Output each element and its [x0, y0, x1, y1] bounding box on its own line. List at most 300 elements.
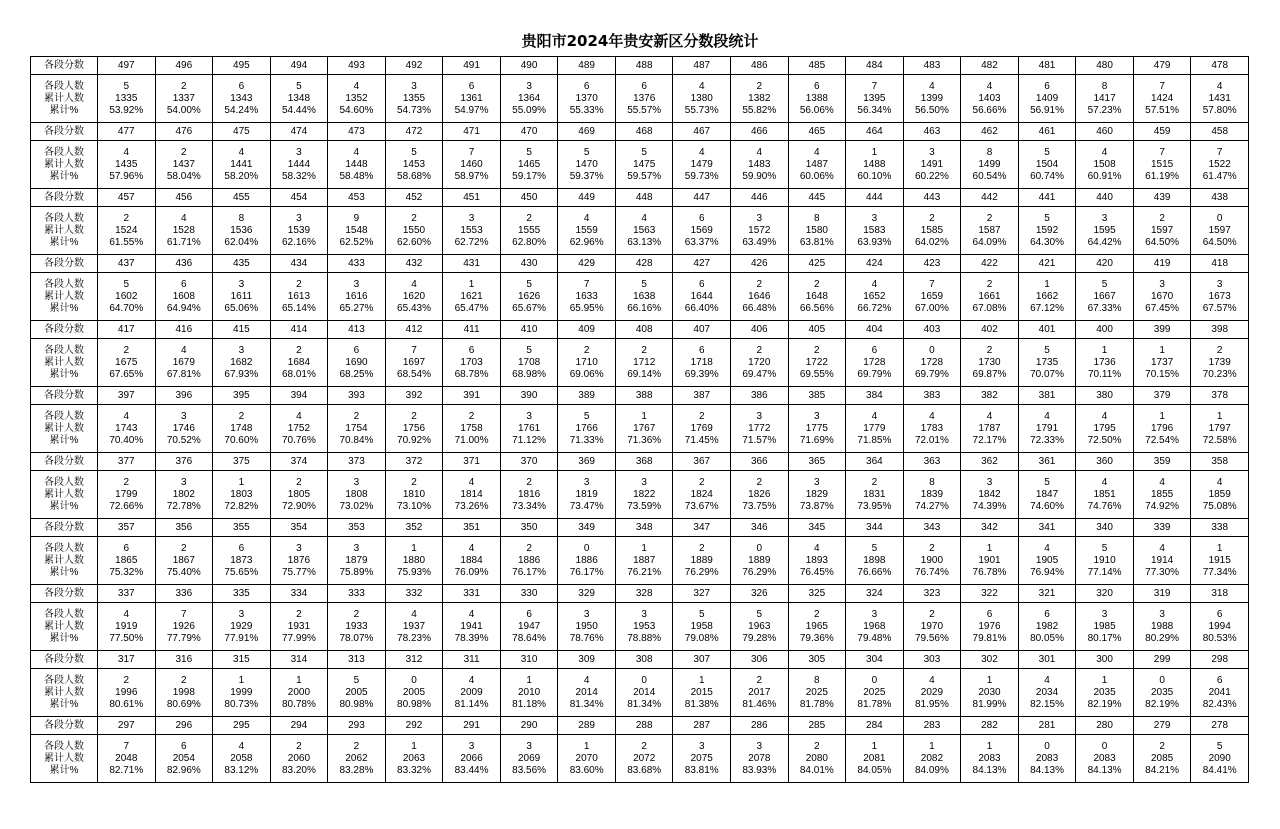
- percent-value: 76.17%: [569, 566, 604, 578]
- percent-value: 76.66%: [857, 566, 892, 578]
- percent-value: 71.69%: [799, 434, 834, 446]
- percent-value: 63.49%: [742, 236, 777, 248]
- cumulative-value: 1548: [345, 224, 368, 236]
- score-cell: 292: [385, 717, 443, 735]
- cumulative-value: 2030: [978, 686, 1001, 698]
- count-value: 7: [411, 344, 417, 356]
- percent-value: 65.27%: [339, 302, 374, 314]
- stats-cell: [443, 75, 501, 123]
- stats-cell: [270, 405, 328, 453]
- cumulative-value: 1608: [172, 290, 195, 302]
- stats-cell: [98, 405, 156, 453]
- stats-cell: [443, 735, 501, 783]
- count-value: 1: [296, 674, 302, 686]
- percent-value: 57.51%: [1145, 104, 1180, 116]
- score-cell: 414: [270, 321, 328, 339]
- score-cell: 457: [98, 189, 156, 207]
- score-label: 各段分数: [31, 453, 98, 471]
- score-cell: 406: [731, 321, 789, 339]
- stats-cell: [1133, 537, 1191, 585]
- stats-cell: [270, 339, 328, 387]
- cumulative-value: 1417: [1093, 92, 1116, 104]
- cumulative-value: 1855: [1150, 488, 1174, 500]
- percent-value: 83.60%: [569, 764, 604, 776]
- count-value: 1: [1101, 344, 1108, 356]
- score-cell: 481: [1018, 57, 1076, 75]
- count-value: 0: [929, 344, 935, 356]
- cumulative-value: 1867: [172, 554, 195, 566]
- count-value: 0: [756, 542, 763, 554]
- stats-cell: [1076, 537, 1134, 585]
- percent-value: 73.02%: [339, 500, 374, 512]
- stats-cell: [903, 735, 961, 783]
- stats-cell: [731, 207, 789, 255]
- stats-cell: [788, 75, 846, 123]
- cumulative-value: 2080: [805, 752, 828, 764]
- cumulative-value: 1880: [402, 554, 426, 566]
- score-cell: 309: [558, 651, 616, 669]
- count-value: 5: [411, 146, 417, 158]
- count-value: 4: [181, 344, 187, 356]
- stats-label-cumulative: 累计人数: [44, 620, 84, 632]
- score-cell: 453: [328, 189, 386, 207]
- stats-cell: [500, 141, 558, 189]
- cumulative-value: 1772: [748, 422, 771, 434]
- percent-value: 68.25%: [339, 368, 374, 380]
- cumulative-value: 1968: [863, 620, 886, 632]
- stats-row: [31, 537, 1249, 585]
- stats-label-count: 各段人数: [44, 608, 84, 620]
- count-value: 6: [238, 542, 245, 554]
- stats-cell: [673, 273, 731, 321]
- count-value: 3: [353, 476, 360, 488]
- score-cell: 313: [328, 651, 386, 669]
- score-cell: 343: [903, 519, 961, 537]
- percent-value: 67.33%: [1087, 302, 1122, 314]
- count-value: 5: [123, 278, 130, 290]
- count-value: 1: [526, 674, 532, 686]
- stats-label-percent: 累计%: [49, 764, 79, 776]
- cumulative-value: 1754: [345, 422, 368, 434]
- stats-cell: [385, 735, 443, 783]
- count-value: 2: [929, 542, 935, 554]
- percent-value: 66.48%: [742, 302, 777, 314]
- score-cell: 305: [788, 651, 846, 669]
- cumulative-value: 1646: [748, 290, 771, 302]
- cumulative-value: 1766: [575, 422, 598, 434]
- count-value: 4: [1101, 476, 1108, 488]
- score-cell: 455: [213, 189, 271, 207]
- score-row: [31, 255, 1249, 273]
- cumulative-value: 1616: [345, 290, 368, 302]
- cumulative-value: 1553: [460, 224, 483, 236]
- score-cell: 295: [213, 717, 271, 735]
- percent-value: 78.07%: [339, 632, 374, 644]
- score-cell: 281: [1018, 717, 1076, 735]
- percent-value: 84.13%: [1030, 764, 1064, 776]
- stats-cell: [500, 339, 558, 387]
- cumulative-value: 1728: [863, 356, 886, 368]
- score-cell: 284: [846, 717, 904, 735]
- stats-cell: [213, 537, 271, 585]
- percent-value: 63.93%: [857, 236, 892, 248]
- stats-cell: [846, 603, 904, 651]
- stats-cell: [673, 339, 731, 387]
- percent-value: 62.80%: [512, 236, 547, 248]
- score-cell: 465: [788, 123, 846, 141]
- count-value: 8: [238, 212, 245, 224]
- cumulative-value: 1479: [690, 158, 713, 170]
- score-cell: 425: [788, 255, 846, 273]
- count-value: 3: [353, 278, 360, 290]
- cumulative-value: 1409: [1035, 92, 1059, 104]
- percent-value: 81.46%: [742, 698, 777, 710]
- count-value: 6: [181, 740, 187, 752]
- score-cell: 433: [328, 255, 386, 273]
- percent-value: 65.06%: [224, 302, 259, 314]
- percent-value: 54.73%: [397, 104, 431, 116]
- percent-value: 75.32%: [109, 566, 144, 578]
- score-cell: 395: [213, 387, 271, 405]
- stats-cell: [443, 405, 501, 453]
- score-label: 各段分数: [31, 189, 98, 207]
- score-cell: 385: [788, 387, 846, 405]
- percent-value: 64.94%: [166, 302, 201, 314]
- percent-value: 78.23%: [397, 632, 431, 644]
- percent-value: 84.09%: [914, 764, 949, 776]
- stats-cell: [1018, 537, 1076, 585]
- count-value: 5: [1044, 212, 1050, 224]
- cumulative-value: 1652: [863, 290, 886, 302]
- count-value: 7: [181, 608, 187, 620]
- count-value: 2: [411, 410, 417, 422]
- stats-cell: [98, 537, 156, 585]
- percent-value: 84.13%: [1087, 764, 1122, 776]
- stats-cell: [558, 405, 616, 453]
- cumulative-value: 2075: [690, 752, 713, 764]
- score-cell: 369: [558, 453, 616, 471]
- stats-row: [31, 207, 1249, 255]
- score-cell: 461: [1018, 123, 1076, 141]
- stats-cell: [673, 537, 731, 585]
- count-value: 3: [526, 740, 532, 752]
- count-value: 0: [871, 674, 878, 686]
- count-value: 2: [986, 278, 993, 290]
- count-value: 3: [238, 278, 245, 290]
- cumulative-value: 1926: [172, 620, 195, 632]
- stats-row: [31, 273, 1249, 321]
- stats-cell: [788, 273, 846, 321]
- cumulative-value: 1673: [1208, 290, 1231, 302]
- percent-value: 62.52%: [339, 236, 374, 248]
- count-value: 4: [871, 278, 878, 290]
- stats-row: [31, 339, 1249, 387]
- count-value: 3: [583, 608, 590, 620]
- score-cell: 360: [1076, 453, 1134, 471]
- score-row: [31, 321, 1249, 339]
- score-cell: 367: [673, 453, 731, 471]
- percent-value: 82.19%: [1087, 698, 1122, 710]
- score-cell: 345: [788, 519, 846, 537]
- stats-cell: [903, 273, 961, 321]
- count-value: 6: [698, 278, 705, 290]
- stats-row: [31, 735, 1249, 783]
- score-cell: 379: [1133, 387, 1191, 405]
- score-cell: 464: [846, 123, 904, 141]
- cumulative-value: 1947: [517, 620, 541, 632]
- stats-cell: [385, 207, 443, 255]
- cumulative-value: 1431: [1208, 92, 1231, 104]
- percent-value: 65.43%: [397, 302, 431, 314]
- count-value: 4: [1044, 542, 1050, 554]
- stats-cell: [1018, 273, 1076, 321]
- count-value: 3: [353, 542, 360, 554]
- stats-cell: [1133, 207, 1191, 255]
- score-cell: 460: [1076, 123, 1134, 141]
- percent-value: 60.10%: [857, 170, 892, 182]
- count-value: 4: [1101, 146, 1108, 158]
- cumulative-value: 1597: [1208, 224, 1231, 236]
- count-value: 6: [871, 344, 878, 356]
- score-cell: 382: [961, 387, 1019, 405]
- stats-cell: [846, 141, 904, 189]
- stats-label: [31, 735, 98, 783]
- count-value: 3: [929, 146, 935, 158]
- percent-value: 56.06%: [799, 104, 834, 116]
- cumulative-value: 1931: [287, 620, 311, 632]
- cumulative-value: 2034: [1035, 686, 1059, 698]
- score-cell: 301: [1018, 651, 1076, 669]
- score-cell: 398: [1191, 321, 1249, 339]
- count-value: 8: [814, 674, 820, 686]
- score-cell: 370: [500, 453, 558, 471]
- stats-cell: [961, 537, 1019, 585]
- stats-cell: [961, 141, 1019, 189]
- stats-cell: [1133, 471, 1191, 519]
- score-cell: 300: [1076, 651, 1134, 669]
- count-value: 5: [526, 146, 532, 158]
- cumulative-value: 1826: [748, 488, 771, 500]
- cumulative-value: 1901: [978, 554, 1001, 566]
- cumulative-value: 1998: [172, 686, 195, 698]
- stats-cell: [961, 75, 1019, 123]
- stats-cell: [558, 75, 616, 123]
- score-cell: 429: [558, 255, 616, 273]
- count-value: 2: [583, 344, 590, 356]
- cumulative-value: 1735: [1035, 356, 1059, 368]
- score-cell: 294: [270, 717, 328, 735]
- count-value: 5: [641, 146, 647, 158]
- score-cell: 462: [961, 123, 1019, 141]
- count-value: 3: [814, 410, 820, 422]
- cumulative-value: 1491: [920, 158, 944, 170]
- count-value: 4: [468, 674, 475, 686]
- percent-value: 65.95%: [569, 302, 604, 314]
- score-cell: 430: [500, 255, 558, 273]
- score-cell: 282: [961, 717, 1019, 735]
- score-cell: 306: [731, 651, 789, 669]
- count-value: 2: [756, 476, 763, 488]
- percent-value: 76.17%: [512, 566, 547, 578]
- count-value: 6: [641, 80, 647, 92]
- score-cell: 475: [213, 123, 271, 141]
- percent-value: 56.50%: [914, 104, 949, 116]
- cumulative-value: 1508: [1093, 158, 1116, 170]
- cumulative-value: 2014: [575, 686, 598, 698]
- count-value: 4: [756, 146, 763, 158]
- percent-value: 84.01%: [799, 764, 834, 776]
- count-value: 6: [1044, 80, 1050, 92]
- score-cell: 375: [213, 453, 271, 471]
- score-row: [31, 57, 1249, 75]
- score-cell: 403: [903, 321, 961, 339]
- score-cell: 391: [443, 387, 501, 405]
- score-cell: 439: [1133, 189, 1191, 207]
- stats-cell: [328, 603, 386, 651]
- score-cell: 436: [155, 255, 213, 273]
- percent-value: 77.99%: [281, 632, 316, 644]
- percent-value: 71.45%: [684, 434, 719, 446]
- count-value: 2: [468, 410, 475, 422]
- cumulative-value: 1592: [1035, 224, 1059, 236]
- stats-cell: [155, 405, 213, 453]
- percent-value: 81.14%: [454, 698, 489, 710]
- percent-value: 73.95%: [857, 500, 892, 512]
- count-value: 3: [814, 476, 820, 488]
- percent-value: 64.09%: [972, 236, 1007, 248]
- stats-cell: [1191, 603, 1249, 651]
- score-cell: 362: [961, 453, 1019, 471]
- score-cell: 484: [846, 57, 904, 75]
- stats-cell: [558, 141, 616, 189]
- percent-value: 83.44%: [454, 764, 489, 776]
- score-cell: 388: [615, 387, 673, 405]
- cumulative-value: 1348: [287, 92, 311, 104]
- percent-value: 83.20%: [281, 764, 316, 776]
- stats-cell: [1018, 405, 1076, 453]
- score-cell: 495: [213, 57, 271, 75]
- count-value: 6: [526, 608, 532, 620]
- score-cell: 323: [903, 585, 961, 603]
- stats-cell: [155, 75, 213, 123]
- cumulative-value: 1994: [1208, 620, 1231, 632]
- score-row: [31, 717, 1249, 735]
- stats-cell: [213, 603, 271, 651]
- stats-cell: [213, 405, 271, 453]
- cumulative-value: 1710: [575, 356, 598, 368]
- score-cell: 489: [558, 57, 616, 75]
- cumulative-value: 1737: [1150, 356, 1174, 368]
- count-value: 1: [238, 476, 245, 488]
- score-cell: 490: [500, 57, 558, 75]
- percent-value: 72.33%: [1030, 434, 1064, 446]
- percent-value: 69.87%: [972, 368, 1007, 380]
- cumulative-value: 2081: [863, 752, 886, 764]
- count-value: 7: [929, 278, 935, 290]
- stats-cell: [1191, 207, 1249, 255]
- score-cell: 315: [213, 651, 271, 669]
- stats-cell: [270, 75, 328, 123]
- cumulative-value: 1873: [230, 554, 253, 566]
- stats-cell: [903, 141, 961, 189]
- cumulative-value: 1684: [287, 356, 311, 368]
- cumulative-value: 1829: [805, 488, 828, 500]
- cumulative-value: 2005: [402, 686, 426, 698]
- count-value: 4: [583, 674, 590, 686]
- count-value: 2: [814, 740, 820, 752]
- cumulative-value: 1851: [1093, 488, 1116, 500]
- score-distribution-table: [30, 56, 1249, 783]
- percent-value: 60.22%: [914, 170, 949, 182]
- stats-cell: [1133, 141, 1191, 189]
- percent-value: 66.40%: [684, 302, 719, 314]
- stats-label: [31, 471, 98, 519]
- score-cell: 318: [1191, 585, 1249, 603]
- score-label: 各段分数: [31, 387, 98, 405]
- stats-cell: [1076, 339, 1134, 387]
- count-value: 6: [1044, 608, 1050, 620]
- count-value: 2: [871, 476, 878, 488]
- stats-label-percent: 累计%: [49, 302, 79, 314]
- stats-cell: [443, 273, 501, 321]
- count-value: 5: [1044, 344, 1050, 356]
- percent-value: 80.29%: [1145, 632, 1180, 644]
- percent-value: 81.99%: [972, 698, 1007, 710]
- score-cell: 451: [443, 189, 501, 207]
- percent-value: 82.19%: [1145, 698, 1180, 710]
- stats-cell: [443, 339, 501, 387]
- score-cell: 355: [213, 519, 271, 537]
- count-value: 5: [583, 410, 590, 422]
- percent-value: 84.05%: [857, 764, 892, 776]
- count-value: 1: [641, 542, 647, 554]
- percent-value: 75.89%: [339, 566, 374, 578]
- cumulative-value: 1424: [1150, 92, 1174, 104]
- count-value: 2: [641, 344, 647, 356]
- stats-cell: [731, 405, 789, 453]
- cumulative-value: 1370: [575, 92, 598, 104]
- count-value: 3: [238, 344, 245, 356]
- score-cell: 298: [1191, 651, 1249, 669]
- score-cell: 492: [385, 57, 443, 75]
- count-value: 7: [1216, 146, 1223, 158]
- cumulative-value: 2062: [345, 752, 368, 764]
- score-cell: 386: [731, 387, 789, 405]
- count-value: 4: [353, 80, 360, 92]
- count-value: 5: [871, 542, 878, 554]
- percent-value: 64.70%: [109, 302, 144, 314]
- percent-value: 74.92%: [1145, 500, 1180, 512]
- count-value: 2: [814, 278, 820, 290]
- count-value: 5: [1044, 476, 1050, 488]
- cumulative-value: 1475: [633, 158, 656, 170]
- percent-value: 62.72%: [454, 236, 489, 248]
- percent-value: 61.47%: [1202, 170, 1237, 182]
- score-cell: 336: [155, 585, 213, 603]
- score-cell: 349: [558, 519, 616, 537]
- percent-value: 84.41%: [1202, 764, 1237, 776]
- cumulative-value: 2054: [172, 752, 195, 764]
- cumulative-value: 1805: [287, 488, 311, 500]
- stats-label-cumulative: 累计人数: [44, 224, 84, 236]
- stats-cell: [846, 471, 904, 519]
- count-value: 1: [238, 674, 245, 686]
- cumulative-value: 1958: [690, 620, 713, 632]
- stats-cell: [731, 75, 789, 123]
- count-value: 3: [1101, 608, 1108, 620]
- score-cell: 468: [615, 123, 673, 141]
- cumulative-value: 1536: [230, 224, 253, 236]
